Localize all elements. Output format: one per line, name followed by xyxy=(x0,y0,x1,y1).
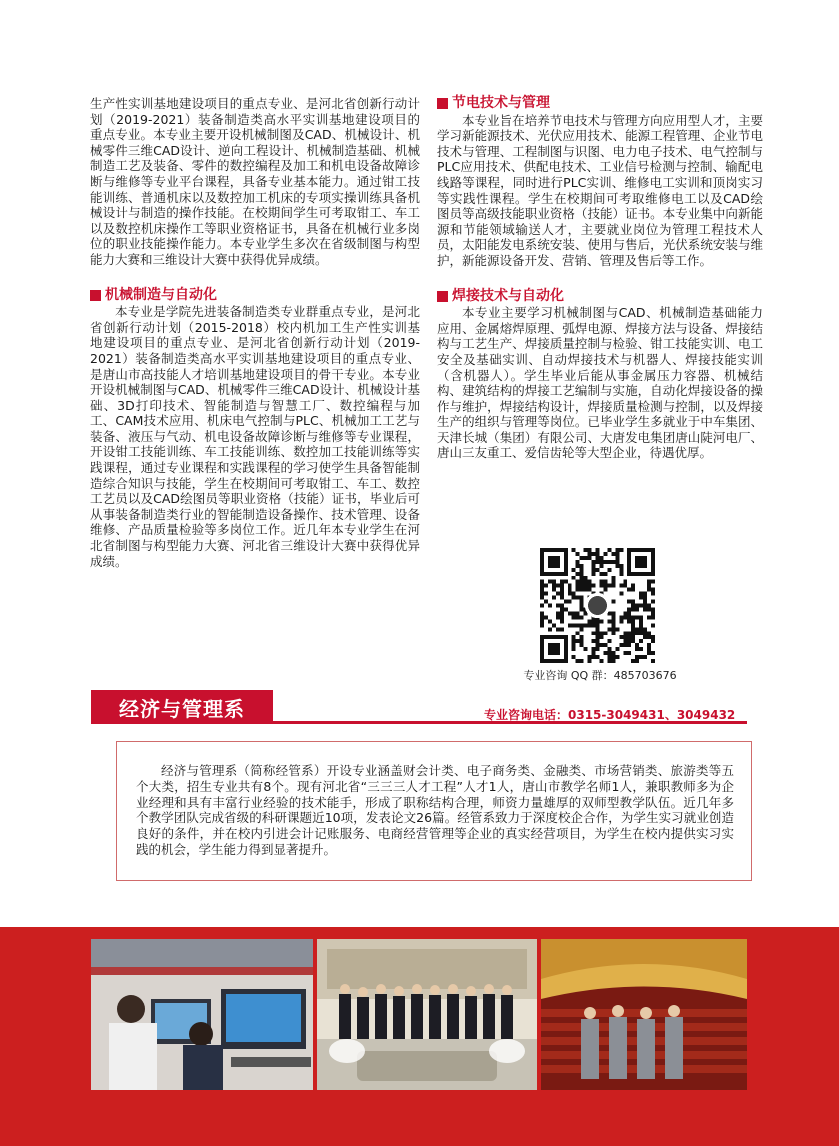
right-column xyxy=(437,96,763,461)
department-phone: 专业咨询电话：0315-3049431、3049432 xyxy=(484,708,736,722)
department-intro-text: 经济与管理系（简称经管系）开设专业涵盖财会计类、电子商务类、金融类、市场营销类、旅游类等五个大类，招生专业共有8个。现有河北省“三三三人才工程”人才1人，唐山市教学名师1人，兼职教师多为企业经理和具有丰富行业经验的技术能手，形成了职称结构合理，师资力量雄厚的双师型教学队伍。近几年多个教学团队完成省级的科研课题近10项，发表论文26篇。经管系致力于深度校企合作，为学生实习就业创造良好的条件，并在校内引进会计记账服务、电商经营管理等企业的真实经营项目，为学生在校内提供实习实践的机会，学生能力得到显著提升。 xyxy=(136,763,734,857)
qr-caption: 专业咨询 QQ 群：485703676 xyxy=(523,669,677,682)
square-bullet-icon xyxy=(90,290,101,301)
square-bullet-icon xyxy=(437,291,448,302)
photo-computer-lab xyxy=(91,939,313,1090)
section-title: 节电技术与管理 xyxy=(452,95,550,111)
section-title: 焊接技术与自动化 xyxy=(452,287,564,304)
section-body-power-saving: 本专业旨在培养节电技术与管理方向应用型人才，主要学习新能源技术、光伏应用技术、能源工程管理、企业节电技术与管理、工程制图与识图、电力电子技术、电气控制与PLC应用技术、供配电技术、工业信号检测与控制、输配电线路等课程，同时进行PLC实训、维修电工实训和顶岗实习等实践性课程。学生在校期间可考取维修电工以及CAD绘图员等高级技能职业资格（技能）证书。本专业集中向新能源和节能领域输送人才，主要就业岗位为管理工程技术人员，太阳能发电系统安装、使用与售后，光伏系统安装与维护，新能源设备开发、营销、管理及售后等工作。 xyxy=(437,112,763,268)
section-body-mechanical-manufacturing: 本专业是学院先进装备制造类专业群重点专业，是河北省创新行动计划（2015-2018）校内机加工生产性实训基地建设项目的重点专业、是河北省创新行动计划（2019-2021）装备制造类高水平实训基地建设项目的重点专业、是唐山市高技能人才培训基地建设项目的骨干专业。本专业开设机械制图与CAD、机械零件三维CAD设计、机械设计基础、3D打印技术、智能制造与智慧工厂、数控编程与加工、CAM技术应用、机床电气控制与PLC、机械加工工艺与装备、液压与气动、机电设备故障诊断与维修等专业课程，开设钳工技能训练、车工技能训练、数控加工技能训练等实践课程，通过专业课程和实践课程的学习使学生具备智能制造综合知识与技能，学生在校期间可考取钳工、车工、数控工艺员以及CAD绘图员等职业资格（技能）证书，毕业后可从事装备制造类行业的智能制造设备操作、技术管理、设备维修、产品质量检验等多岗位工作。近几年本专业学生在河北省制图与构型能力大赛、河北省三维设计大赛中获得优异成绩。 xyxy=(90,304,420,569)
left-column xyxy=(90,96,420,569)
square-bullet-icon xyxy=(437,98,448,109)
section-heading-power-saving xyxy=(437,96,763,112)
department-title: 经济与管理系 xyxy=(91,690,273,724)
section-heading-mechanical-manufacturing xyxy=(90,288,420,304)
left-intro-continued: 生产性实训基地建设项目的重点专业、是河北省创新行动计划（2019-2021）装备制造类高水平实训基地建设项目的重点专业。本专业主要开设机械制图及CAD、机械设计、机械零件三维CAD设计、逆向工程设计、机械制造基础、机械制造工艺及装备、零件的数控编程及加工和机电设备故障诊断与维修等专业平台课程，具备专业基本能力。通过钳工技能训练、普通机床以及数控加工机床的专项实操训练具备机械设计与制造的操作技能。在校期间学生可考取钳工、车工以及数控机床操作工等职业资格证书，具备在机械行业多岗位的职业技能操作能力。本专业学生多次在省级制图与构型能力大赛和三维设计大赛中获得优异成绩。 xyxy=(90,96,420,267)
department-intro xyxy=(136,763,734,858)
section-heading-welding xyxy=(437,289,763,305)
photo-theater-staff xyxy=(541,939,747,1090)
qq-group-qr-code[interactable] xyxy=(540,548,655,663)
qr-code-icon xyxy=(540,548,655,663)
photo-group-fountain xyxy=(317,939,537,1090)
section-body-welding: 本专业主要学习机械制图与CAD、机械制造基础能力应用、金属熔焊原理、弧焊电源、焊接方法与设备、焊接结构与工艺生产、焊接质量控制与检验、钳工技能实训、电工安全及基础实训、自动焊接技术与机器人、焊接技能实训（含机器人）。学生毕业后能从事金属压力容器、机械结构、建筑结构的焊接工艺编制与实施，自动化焊接设备的操作与维护，焊接结构设计，焊接质量检测与控制，以及焊接生产的组织与管理等岗位。已毕业学生多就业于中车集团、天津长城（集团）有限公司、大唐发电集团唐山陡河电厂、唐山三友重工、爱信齿轮等大型企业，待遇优厚。 xyxy=(437,305,763,461)
section-title: 机械制造与自动化 xyxy=(105,286,217,303)
